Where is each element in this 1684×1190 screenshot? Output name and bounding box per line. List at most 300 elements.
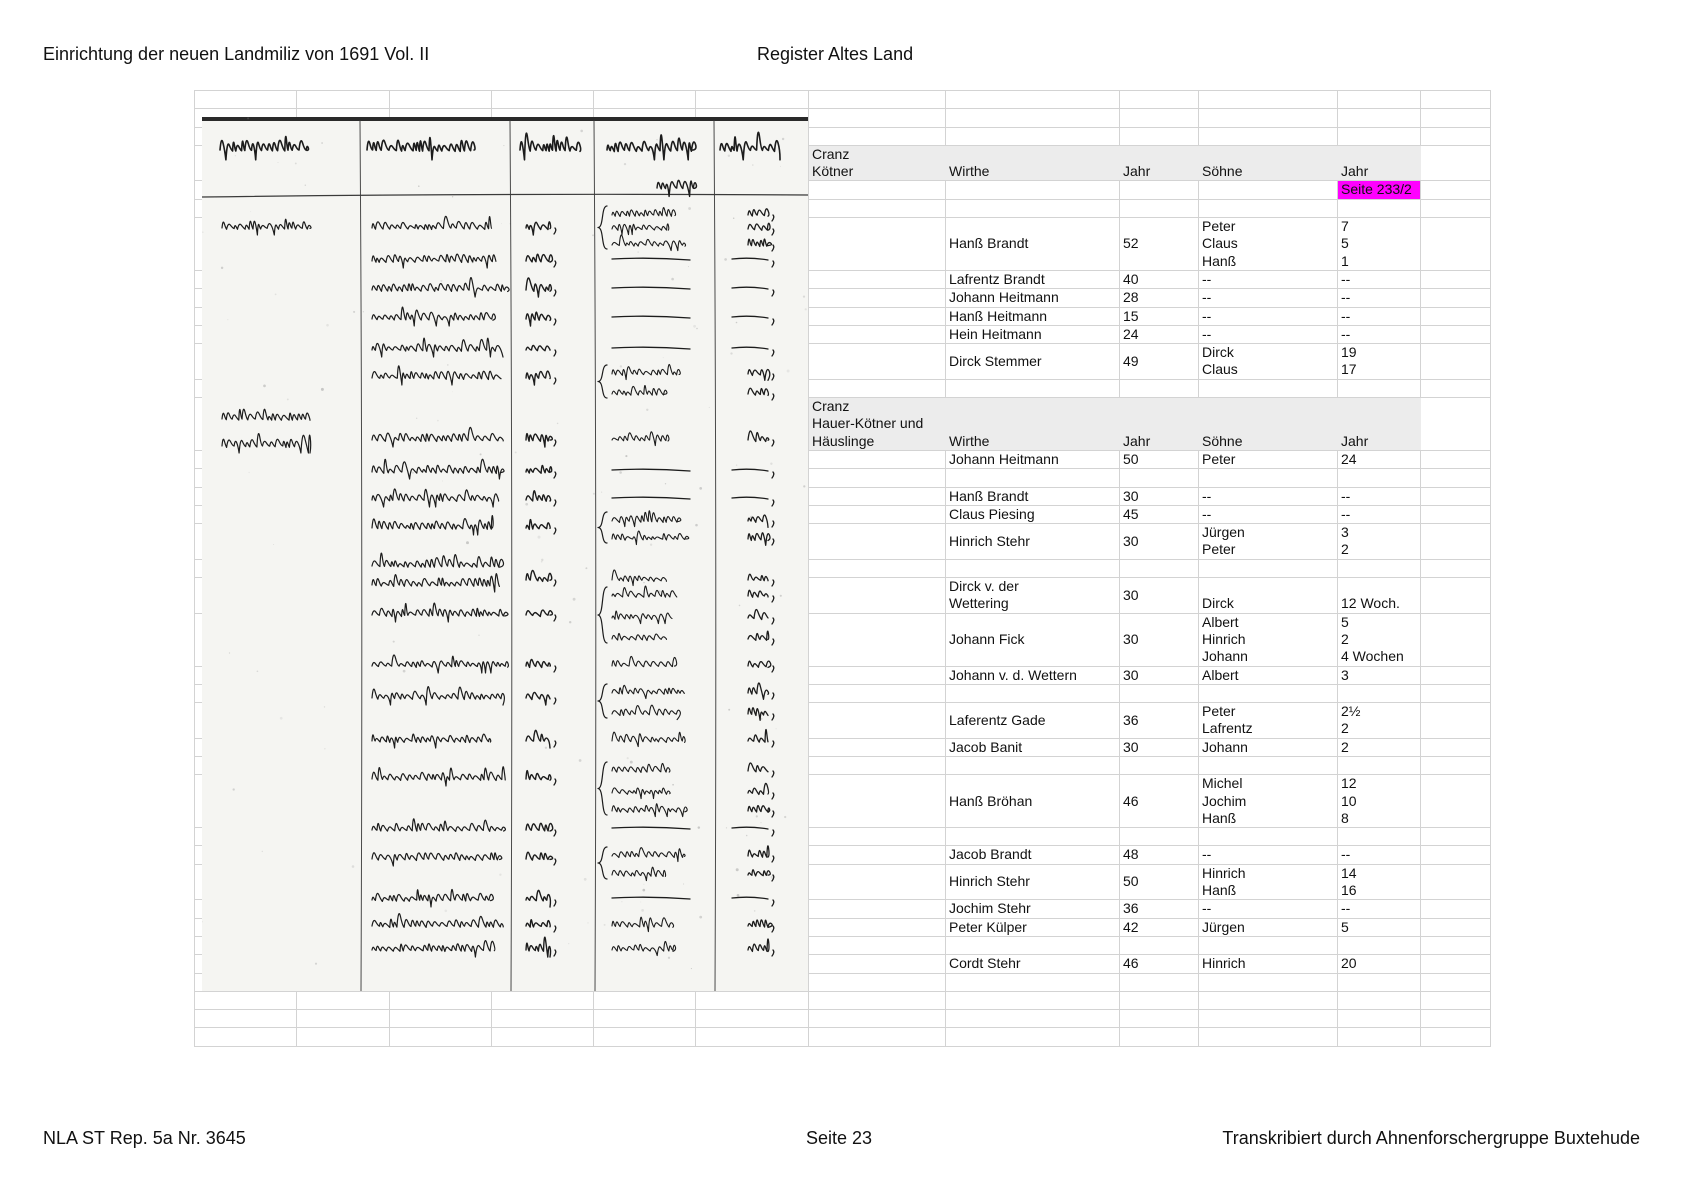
grid-cell [1338, 828, 1421, 846]
grid-cell [1120, 828, 1199, 846]
son-name: Lafrentz [1202, 720, 1253, 737]
grid-cell [1199, 199, 1338, 217]
son-name: Michel [1202, 775, 1243, 792]
householder-age: 24 [1123, 325, 1139, 342]
grid-cell [946, 91, 1120, 109]
grid-cell [390, 991, 492, 1009]
grid-cell [1421, 270, 1491, 288]
householder-name: Johann v. d. Wettern [949, 666, 1077, 683]
grid-cell [1199, 127, 1338, 145]
cell-sons [1199, 487, 1338, 505]
son-age: 12 Woch. [1341, 595, 1400, 612]
grid-cell [946, 756, 1120, 774]
grid-cell [1338, 1010, 1421, 1028]
grid-cell [946, 127, 1120, 145]
son-name: -- [1202, 270, 1212, 287]
cell-son-ages [1338, 344, 1421, 380]
cell-householder-name [946, 450, 1120, 468]
son-name: Claus [1202, 235, 1238, 252]
grid-cell [1199, 936, 1338, 954]
grid-cell [390, 1028, 492, 1046]
son-name: Johann [1202, 738, 1248, 755]
son-name: Jürgen [1202, 918, 1245, 935]
grid-cell [809, 559, 946, 577]
cell-son-ages [1338, 578, 1421, 614]
son-age: 2 [1341, 630, 1349, 647]
grid-cell [1421, 936, 1491, 954]
grid-cell [297, 1028, 390, 1046]
cell-householder-name [946, 307, 1120, 325]
cell-householder-age [1120, 900, 1199, 918]
son-name: Claus [1202, 361, 1238, 378]
cell-householder-name [946, 505, 1120, 523]
householder-age: 46 [1123, 792, 1139, 809]
grid-cell [1421, 289, 1491, 307]
grid-cell [1421, 325, 1491, 343]
grid-cell [1421, 1010, 1491, 1028]
cell-householder-name [946, 270, 1120, 288]
grid-cell [1421, 991, 1491, 1009]
son-age: 2 [1341, 541, 1349, 558]
column-header-soehne-label: Söhne [1202, 163, 1243, 180]
grid-cell [1338, 469, 1421, 487]
son-age: 5 [1341, 235, 1349, 252]
grid-cell [1120, 1010, 1199, 1028]
grid-cell [390, 1010, 492, 1028]
grid-cell [1421, 109, 1491, 127]
grid-cell [1120, 469, 1199, 487]
householder-name: Laferentz Gade [949, 711, 1046, 728]
grid-cell [1199, 91, 1338, 109]
grid-cell [1338, 109, 1421, 127]
grid-cell [1421, 505, 1491, 523]
son-name: -- [1202, 846, 1212, 863]
grid-cell [1120, 91, 1199, 109]
cell-son-ages [1338, 846, 1421, 864]
grid-cell [1120, 199, 1199, 217]
grid-cell [809, 846, 946, 864]
cell-householder-age [1120, 218, 1199, 271]
grid-cell [946, 469, 1120, 487]
grid-cell [1421, 127, 1491, 145]
son-name: -- [1202, 289, 1212, 306]
grid-cell [1421, 955, 1491, 973]
grid-cell [809, 775, 946, 828]
grid-cell [1421, 487, 1491, 505]
grid-cell [1421, 398, 1491, 451]
grid-cell [1338, 991, 1421, 1009]
cell-sons [1199, 613, 1338, 666]
section-label-line: Hauer-Kötner und [812, 415, 924, 432]
cell-sons [1199, 325, 1338, 343]
son-age: 24 [1341, 450, 1357, 467]
grid-cell [809, 524, 946, 560]
son-age: -- [1341, 325, 1351, 342]
grid-cell [594, 991, 696, 1009]
cell-householder-age [1120, 666, 1199, 684]
cell-son-ages [1338, 666, 1421, 684]
grid-cell [492, 1010, 594, 1028]
grid-cell [1338, 936, 1421, 954]
cell-son-ages [1338, 289, 1421, 307]
column-header-wirthe-label: Wirthe [949, 163, 990, 180]
householder-age: 36 [1123, 900, 1139, 917]
cell-householder-age [1120, 955, 1199, 973]
son-name: Hinrich [1202, 630, 1246, 647]
grid-cell [809, 450, 946, 468]
cell-householder-name [946, 325, 1120, 343]
son-name: -- [1202, 325, 1212, 342]
grid-cell [492, 1028, 594, 1046]
grid-cell [1338, 379, 1421, 397]
grid-cell [297, 1010, 390, 1028]
grid-cell [809, 325, 946, 343]
cell-son-ages [1338, 613, 1421, 666]
column-header-sons-jahr [1338, 398, 1421, 451]
grid-cell [1199, 828, 1338, 846]
grid-cell [809, 900, 946, 918]
cell-householder-age [1120, 775, 1199, 828]
grid-cell [1199, 379, 1338, 397]
son-name: -- [1202, 307, 1212, 324]
householder-age: 50 [1123, 873, 1139, 890]
son-age: 19 [1341, 344, 1357, 361]
grid-cell [1421, 218, 1491, 271]
grid-cell [1338, 199, 1421, 217]
cell-sons [1199, 270, 1338, 288]
column-header-wirthe-label: Wirthe [949, 432, 990, 449]
householder-name: Jacob Brandt [949, 846, 1032, 863]
cell-son-ages [1338, 325, 1421, 343]
son-name: Albert [1202, 613, 1239, 630]
son-name: Hanß [1202, 252, 1237, 269]
grid-cell [1338, 973, 1421, 991]
grid-cell [809, 684, 946, 702]
cell-householder-name [946, 578, 1120, 614]
column-header-jahr-label: Jahr [1123, 163, 1151, 180]
cell-son-ages [1338, 955, 1421, 973]
column-header-soehne-label: Söhne [1202, 432, 1243, 449]
grid-cell [1199, 684, 1338, 702]
cell-sons [1199, 738, 1338, 756]
grid-cell [1120, 127, 1199, 145]
son-name: -- [1202, 487, 1212, 504]
cell-sons [1199, 900, 1338, 918]
householder-age: 45 [1123, 505, 1139, 522]
grid-cell [1120, 1028, 1199, 1046]
son-name: Peter [1202, 541, 1236, 558]
cell-householder-age [1120, 918, 1199, 936]
grid-cell [1421, 578, 1491, 614]
cell-son-ages [1338, 450, 1421, 468]
grid-cell [1120, 991, 1199, 1009]
cell-son-ages [1338, 703, 1421, 739]
householder-name: Johann Heitmann [949, 289, 1059, 306]
son-age: -- [1341, 900, 1351, 917]
son-name: Albert [1202, 666, 1239, 683]
householder-age: 28 [1123, 289, 1139, 306]
son-age: 3 [1341, 666, 1349, 683]
cell-sons [1199, 505, 1338, 523]
householder-name: Lafrentz Brandt [949, 270, 1045, 287]
householder-name: Dirck Stemmer [949, 352, 1042, 369]
householder-age: 30 [1123, 586, 1139, 603]
grid-cell [809, 199, 946, 217]
cell-son-ages [1338, 918, 1421, 936]
householder-age: 49 [1123, 352, 1139, 369]
son-age [1341, 578, 1417, 595]
grid-cell [809, 864, 946, 900]
grid-cell [809, 1028, 946, 1046]
householder-age: 30 [1123, 487, 1139, 504]
grid-cell [809, 973, 946, 991]
son-age: 5 [1341, 918, 1349, 935]
son-age: 3 [1341, 524, 1349, 541]
son-age: 10 [1341, 792, 1357, 809]
cell-householder-age [1120, 524, 1199, 560]
son-age: 20 [1341, 955, 1357, 972]
cell-householder-name [946, 738, 1120, 756]
cell-householder-name [946, 955, 1120, 973]
householder-name: Hanß Brandt [949, 487, 1029, 504]
son-age: 17 [1341, 361, 1357, 378]
grid-cell [696, 1028, 809, 1046]
son-age: 2 [1341, 720, 1349, 737]
son-name: Hanß [1202, 882, 1237, 899]
cell-sons [1199, 307, 1338, 325]
cell-householder-age [1120, 505, 1199, 523]
grid-cell [1338, 684, 1421, 702]
empty-row [195, 991, 1491, 1009]
grid-cell [809, 936, 946, 954]
grid-cell [809, 289, 946, 307]
grid-cell [809, 469, 946, 487]
householder-age: 42 [1123, 918, 1139, 935]
grid-cell [1421, 738, 1491, 756]
grid-cell [809, 578, 946, 614]
householder-name: Johann Heitmann [949, 450, 1059, 467]
column-header-sons-jahr [1338, 145, 1421, 181]
grid-cell [1199, 181, 1338, 199]
grid-cell [946, 109, 1120, 127]
householder-age: 30 [1123, 666, 1139, 683]
cell-sons [1199, 703, 1338, 739]
grid-cell [594, 1028, 696, 1046]
cell-householder-age [1120, 703, 1199, 739]
grid-cell [594, 91, 696, 109]
cell-householder-age [1120, 325, 1199, 343]
householder-name: Peter Külper [949, 918, 1027, 935]
householder-name: Hanß Bröhan [949, 792, 1033, 809]
son-name [1202, 578, 1334, 595]
son-age: -- [1341, 487, 1351, 504]
son-name: Johann [1202, 648, 1248, 665]
grid-cell [594, 1010, 696, 1028]
cell-householder-age [1120, 289, 1199, 307]
grid-cell [809, 918, 946, 936]
column-header-sons-jahr-label: Jahr [1341, 432, 1369, 449]
grid-cell [1421, 379, 1491, 397]
section-label-line: Cranz [812, 398, 850, 415]
son-name: Hanß [1202, 809, 1237, 826]
grid-cell [809, 756, 946, 774]
householder-name: Dirck v. der [949, 578, 1019, 595]
son-age: -- [1341, 307, 1351, 324]
grid-cell [1338, 559, 1421, 577]
column-header-jahr [1120, 398, 1199, 451]
cell-sons [1199, 218, 1338, 271]
grid-cell [492, 991, 594, 1009]
grid-cell [1199, 756, 1338, 774]
grid-cell [1199, 109, 1338, 127]
cell-sons [1199, 578, 1338, 614]
cell-householder-name [946, 846, 1120, 864]
cell-sons [1199, 775, 1338, 828]
grid-cell [1421, 613, 1491, 666]
grid-cell [809, 1010, 946, 1028]
grid-cell [1421, 684, 1491, 702]
householder-age: 30 [1123, 738, 1139, 755]
son-age: 2 [1341, 738, 1349, 755]
grid-cell [1120, 756, 1199, 774]
grid-cell [1421, 864, 1491, 900]
grid-cell [809, 307, 946, 325]
grid-cell [390, 91, 492, 109]
cell-householder-age [1120, 613, 1199, 666]
son-age: 7 [1341, 218, 1349, 235]
cell-householder-name [946, 666, 1120, 684]
cell-son-ages [1338, 270, 1421, 288]
column-header-wirthe [946, 398, 1120, 451]
householder-name: Hanß Brandt [949, 235, 1029, 252]
householder-name: Johann Fick [949, 630, 1025, 647]
grid-cell [1421, 469, 1491, 487]
grid-cell [1421, 1028, 1491, 1046]
grid-cell [1421, 666, 1491, 684]
son-age: 1 [1341, 252, 1349, 269]
son-name: Peter [1202, 450, 1236, 467]
cell-sons [1199, 846, 1338, 864]
grid-cell [946, 559, 1120, 577]
son-name: Peter [1202, 218, 1236, 235]
cell-son-ages [1338, 524, 1421, 560]
page-number: Seite 23 [806, 1128, 873, 1148]
transcription-credit: Transkribiert durch Ahnenforschergruppe Buxtehude [1222, 1128, 1640, 1148]
grid-cell [1421, 307, 1491, 325]
grid-cell [1421, 756, 1491, 774]
grid-cell [809, 127, 946, 145]
grid-cell [1421, 524, 1491, 560]
householder-age: 30 [1123, 532, 1139, 549]
cell-householder-age [1120, 450, 1199, 468]
cell-sons [1199, 289, 1338, 307]
cell-householder-name [946, 703, 1120, 739]
grid-cell [809, 379, 946, 397]
grid-cell [1338, 756, 1421, 774]
grid-cell [1421, 828, 1491, 846]
grid-cell [1421, 450, 1491, 468]
cell-householder-name [946, 218, 1120, 271]
grid-cell [809, 505, 946, 523]
householder-age: 30 [1123, 630, 1139, 647]
cell-householder-age [1120, 846, 1199, 864]
householder-age: 36 [1123, 711, 1139, 728]
grid-cell [1421, 703, 1491, 739]
grid-cell [1421, 900, 1491, 918]
son-age: 8 [1341, 809, 1349, 826]
grid-cell [696, 1010, 809, 1028]
son-name: -- [1202, 900, 1212, 917]
cell-householder-name [946, 613, 1120, 666]
grid-cell [809, 955, 946, 973]
column-header-sons-jahr-label: Jahr [1341, 163, 1369, 180]
grid-cell [1120, 181, 1199, 199]
cell-householder-age [1120, 487, 1199, 505]
document-title: Einrichtung der neuen Landmiliz von 1691 Vol. II [43, 44, 430, 64]
grid-cell [1199, 1028, 1338, 1046]
grid-cell [195, 991, 297, 1009]
cell-householder-name [946, 487, 1120, 505]
grid-cell [1120, 936, 1199, 954]
householder-age: 48 [1123, 846, 1139, 863]
householder-age: 50 [1123, 450, 1139, 467]
grid-cell [809, 181, 946, 199]
section-label-line: Häuslinge [812, 432, 875, 449]
son-name: Dirck [1202, 595, 1234, 612]
grid-cell [1421, 775, 1491, 828]
column-header-jahr [1120, 145, 1199, 181]
grid-cell [1421, 846, 1491, 864]
son-age: 16 [1341, 882, 1357, 899]
son-name: Jürgen [1202, 524, 1245, 541]
householder-name: Hinrich Stehr [949, 532, 1030, 549]
grid-cell [946, 199, 1120, 217]
householder-name: Jochim Stehr [949, 900, 1031, 917]
grid-cell [195, 1010, 297, 1028]
cell-son-ages [1338, 487, 1421, 505]
grid-cell [946, 973, 1120, 991]
grid-cell [1199, 469, 1338, 487]
grid-cell [809, 344, 946, 380]
grid-cell [809, 487, 946, 505]
grid-cell [492, 91, 594, 109]
column-header-soehne [1199, 398, 1338, 451]
cell-householder-age [1120, 344, 1199, 380]
archive-reference: NLA ST Rep. 5a Nr. 3645 [43, 1128, 246, 1148]
grid-cell [809, 666, 946, 684]
son-age: 14 [1341, 864, 1357, 881]
column-header-jahr-label: Jahr [1123, 432, 1151, 449]
son-name: Hinrich [1202, 864, 1246, 881]
column-header-soehne [1199, 145, 1338, 181]
grid-cell [809, 991, 946, 1009]
householder-name: Cordt Stehr [949, 955, 1021, 972]
grid-cell [946, 684, 1120, 702]
son-name: Dirck [1202, 344, 1234, 361]
householder-name: Jacob Banit [949, 738, 1023, 755]
son-age: -- [1341, 270, 1351, 287]
cell-sons [1199, 918, 1338, 936]
column-header-wirthe [946, 145, 1120, 181]
scan-picture [202, 117, 808, 991]
son-name: -- [1202, 505, 1212, 522]
cell-householder-age [1120, 307, 1199, 325]
cell-sons [1199, 864, 1338, 900]
grid-cell [1421, 91, 1491, 109]
cell-householder-age [1120, 864, 1199, 900]
cell-householder-name [946, 918, 1120, 936]
register-title: Register Altes Land [757, 44, 914, 64]
